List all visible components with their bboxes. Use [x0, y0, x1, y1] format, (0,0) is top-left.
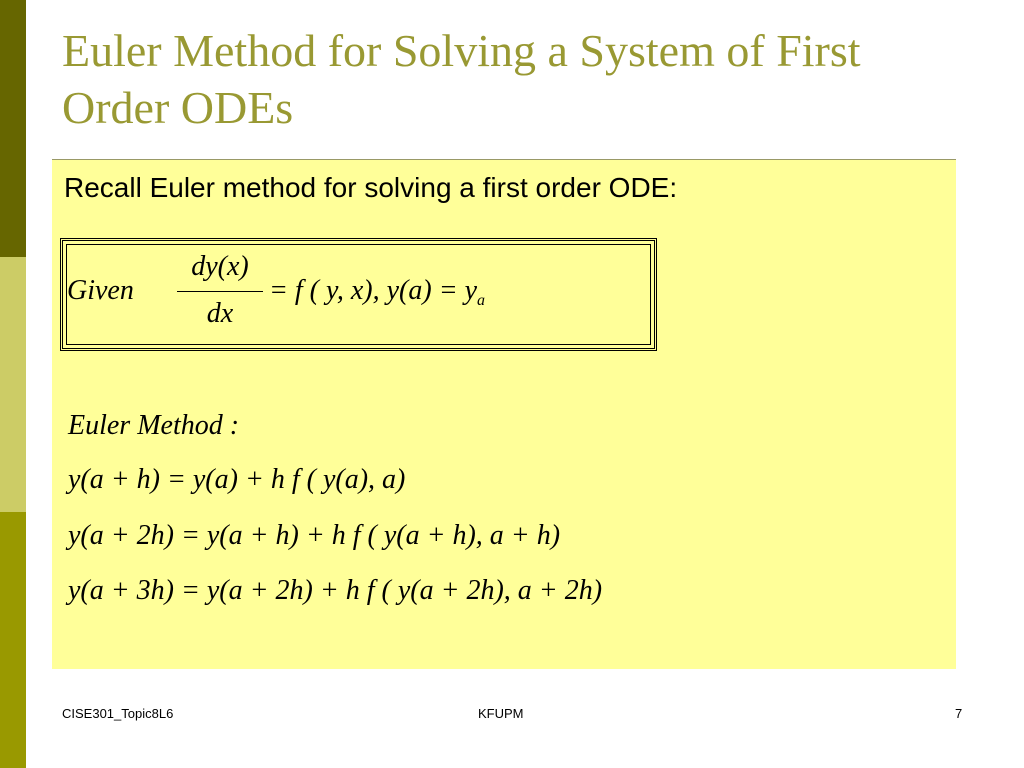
given-equation-box [60, 238, 657, 351]
footer-page-number: 7 [955, 706, 963, 721]
decor-bar-top [0, 0, 26, 257]
euler-equation-3: y(a + 3h) = y(a + 2h) + h f ( y(a + 2h), a + 2h) [68, 575, 603, 606]
euler-equation-1: y(a + h) = y(a) + h f ( y(a), a) [68, 464, 406, 495]
given-word: Given [67, 275, 134, 306]
given-rhs-subscript: a [477, 292, 486, 309]
decor-bar-bottom [0, 512, 26, 768]
content-panel [52, 160, 956, 669]
footer-institution: KFUPM [478, 706, 524, 721]
decor-bar-middle [0, 257, 26, 512]
derivative-fraction [177, 251, 263, 330]
intro-text: Recall Euler method for solving a first order ODE: [64, 172, 678, 203]
fraction-bar [177, 291, 263, 292]
slide-title: Euler Method for Solving a System of First Order ODEs [62, 25, 861, 133]
fraction-numerator: dy(x) [191, 251, 249, 282]
fraction-denominator: dx [206, 298, 234, 329]
given-rhs [269, 275, 485, 310]
euler-equation-2: y(a + 2h) = y(a + h) + h f ( y(a + h), a + h) [68, 520, 561, 551]
footer-course-code: CISE301_Topic8L6 [62, 706, 174, 721]
given-rhs-text: = f ( y, x), y(a) = y [269, 275, 478, 306]
euler-method-heading: Euler Method : [68, 410, 240, 441]
